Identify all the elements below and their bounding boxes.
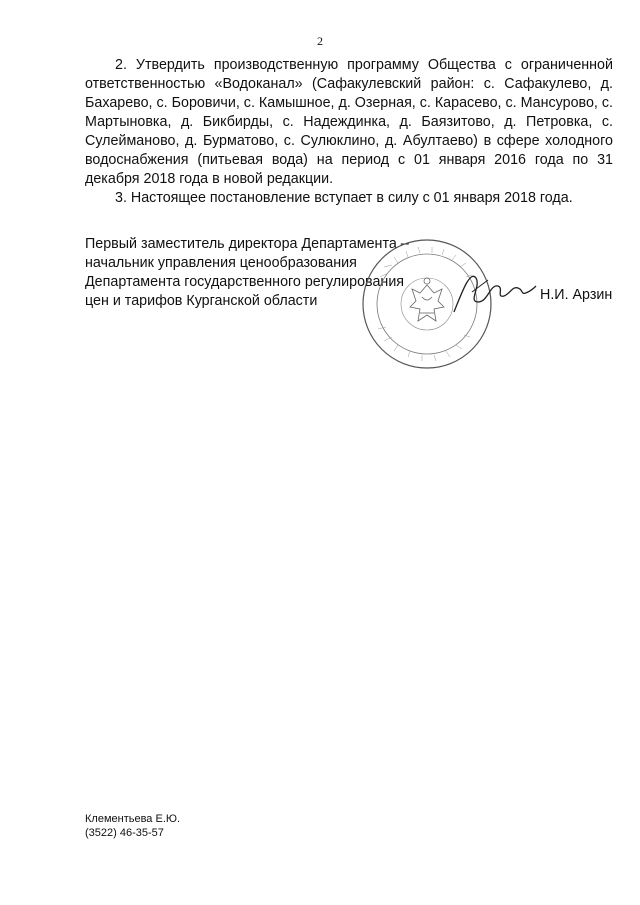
executor-info bbox=[85, 812, 180, 840]
document-body bbox=[85, 56, 613, 208]
paragraph-approve-program: 2. Утвердить производственную программу Общества с ограниченной ответственностью «Водоканал» (Сафакулевский район: с. Сафакулево, д. Бахарево, с. Боровичи, с. Камышное, д. Озерная, с. Карасево, с. Мансурово, с. Мартыновка, д. Бикбирды, с. Надеждинка, д. Баязитово, д. Петровка, с. Сулейманово, д. Бурматово, с. Сулюклино, д. Абултаево) в сфере холодного водоснабжения (питьевая вода) на период с 01 января 2016 года по 31 декабря 2018 года в новой редакции. bbox=[85, 57, 613, 187]
executor-name: Клементьева Е.Ю. bbox=[85, 813, 181, 825]
signer-name: Н.И. Арзин bbox=[540, 287, 613, 303]
paragraph-effective-date: 3. Настоящее постановление вступает в силу с 01 января 2018 года. bbox=[115, 190, 573, 206]
position-line-2: начальник управления ценообразования bbox=[85, 255, 357, 271]
handwritten-signature bbox=[448, 262, 538, 322]
position-line-3: Департамента государственного регулирования bbox=[85, 274, 405, 290]
position-line-1: Первый заместитель директора Департамента – bbox=[85, 236, 409, 252]
position-line-4: цен и тарифов Курганской области bbox=[85, 293, 318, 309]
executor-phone: (3522) 46-35-57 bbox=[85, 827, 164, 839]
page-number: 2 bbox=[317, 34, 323, 48]
